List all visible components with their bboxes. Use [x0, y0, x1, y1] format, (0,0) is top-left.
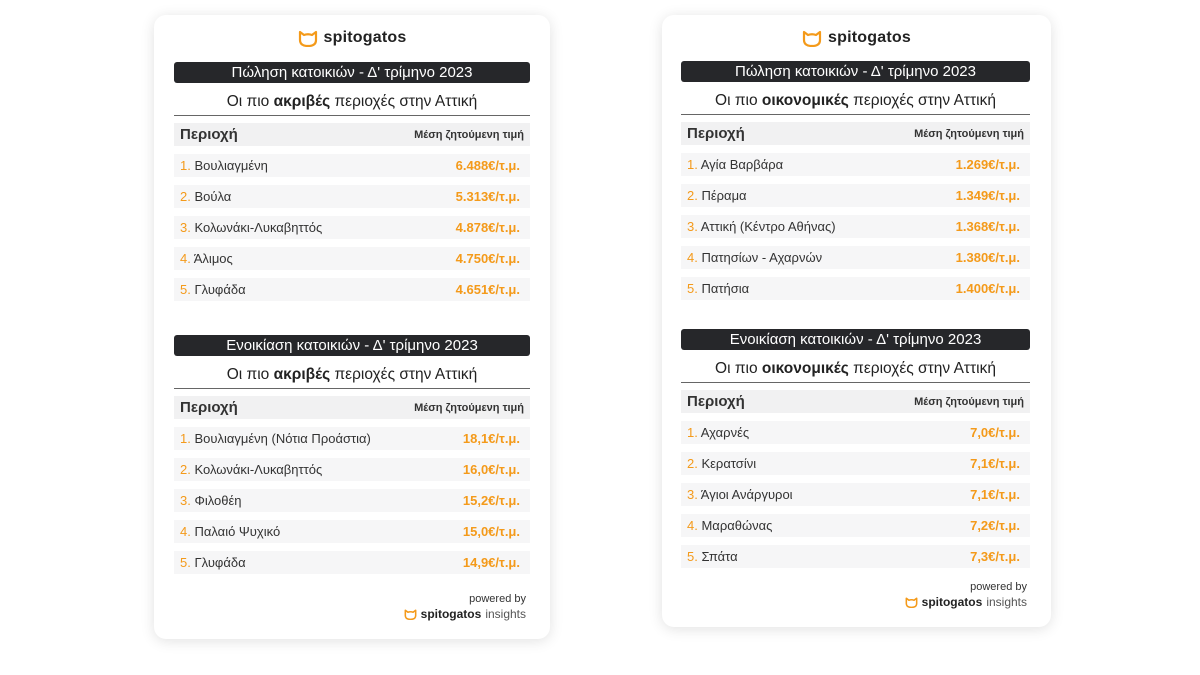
card-most-affordable	[662, 15, 1051, 627]
table-row: 1. Αχαρνές 7,0€/τ.μ.	[681, 421, 1030, 444]
table-row: 3. Άγιοι Ανάργυροι 7,1€/τ.μ.	[681, 483, 1030, 506]
section-subtitle: Οι πιο οικονομικές περιοχές στην Αττική	[681, 360, 1030, 383]
rent-section	[681, 329, 1030, 568]
table-row: 5. Πατήσια 1.400€/τ.μ.	[681, 277, 1030, 300]
table-row: 2. Πέραμα 1.349€/τ.μ.	[681, 184, 1030, 207]
table-row: 4. Μαραθώνας 7,2€/τ.μ.	[681, 514, 1030, 537]
card-most-expensive	[154, 15, 550, 639]
column-header-area: Περιοχή	[180, 126, 238, 143]
sale-section	[681, 61, 1030, 300]
table-row: 3. Φιλοθέη 15,2€/τ.μ.	[174, 489, 530, 512]
table-row: 2. Κολωνάκι-Λυκαβηττός 16,0€/τ.μ.	[174, 458, 530, 481]
sale-section	[174, 62, 530, 301]
table-row: 5. Γλυφάδα 4.651€/τ.μ.	[174, 278, 530, 301]
column-header-price: Μέση ζητούμενη τιμή	[414, 401, 524, 414]
table-header	[174, 123, 530, 146]
cat-logo-icon	[404, 609, 417, 620]
powered-by: powered by spitogatos insights	[404, 593, 526, 621]
column-header-area: Περιοχή	[687, 393, 745, 410]
powered-by: powered by spitogatos insights	[905, 581, 1027, 609]
column-header-price: Μέση ζητούμενη τιμή	[914, 395, 1024, 408]
column-header-area: Περιοχή	[687, 125, 745, 142]
cat-logo-icon	[802, 30, 822, 47]
table-row: 3. Αττική (Κέντρο Αθήνας) 1.368€/τ.μ.	[681, 215, 1030, 238]
table-row: 4. Παλαιό Ψυχικό 15,0€/τ.μ.	[174, 520, 530, 543]
table-header	[681, 122, 1030, 145]
logo-text: spitogatos	[323, 29, 407, 46]
table-row: 1. Βουλιαγμένη 6.488€/τ.μ.	[174, 154, 530, 177]
cat-logo-icon	[905, 597, 918, 608]
table-header	[174, 396, 530, 419]
column-header-price: Μέση ζητούμενη τιμή	[414, 128, 524, 141]
table-row: 2. Κερατσίνι 7,1€/τ.μ.	[681, 452, 1030, 475]
section-banner: Πώληση κατοικιών - Δ' τρίμηνο 2023	[174, 62, 530, 83]
column-header-area: Περιοχή	[180, 399, 238, 416]
section-banner: Πώληση κατοικιών - Δ' τρίμηνο 2023	[681, 61, 1030, 82]
table-row: 4. Πατησίων - Αχαρνών 1.380€/τ.μ.	[681, 246, 1030, 269]
cat-logo-icon	[298, 30, 318, 47]
section-subtitle: Οι πιο οικονομικές περιοχές στην Αττική	[681, 92, 1030, 115]
section-subtitle: Οι πιο ακριβές περιοχές στην Αττική	[174, 93, 530, 116]
table-row: 2. Βούλα 5.313€/τ.μ.	[174, 185, 530, 208]
section-banner: Ενοικίαση κατοικιών - Δ' τρίμηνο 2023	[174, 335, 530, 356]
section-banner: Ενοικίαση κατοικιών - Δ' τρίμηνο 2023	[681, 329, 1030, 350]
table-header	[681, 390, 1030, 413]
rent-section	[174, 335, 530, 574]
table-row: 5. Σπάτα 7,3€/τ.μ.	[681, 545, 1030, 568]
table-row: 5. Γλυφάδα 14,9€/τ.μ.	[174, 551, 530, 574]
table-row: 1. Αγία Βαρβάρα 1.269€/τ.μ.	[681, 153, 1030, 176]
table-row: 4. Άλιμος 4.750€/τ.μ.	[174, 247, 530, 270]
column-header-price: Μέση ζητούμενη τιμή	[914, 127, 1024, 140]
logo-text: spitogatos	[828, 29, 911, 46]
section-subtitle: Οι πιο ακριβές περιοχές στην Αττική	[174, 366, 530, 389]
table-row: 3. Κολωνάκι-Λυκαβηττός 4.878€/τ.μ.	[174, 216, 530, 239]
spitogatos-logo	[154, 29, 550, 47]
spitogatos-logo	[662, 29, 1051, 47]
table-row: 1. Βουλιαγμένη (Νότια Προάστια) 18,1€/τ.μ.	[174, 427, 530, 450]
